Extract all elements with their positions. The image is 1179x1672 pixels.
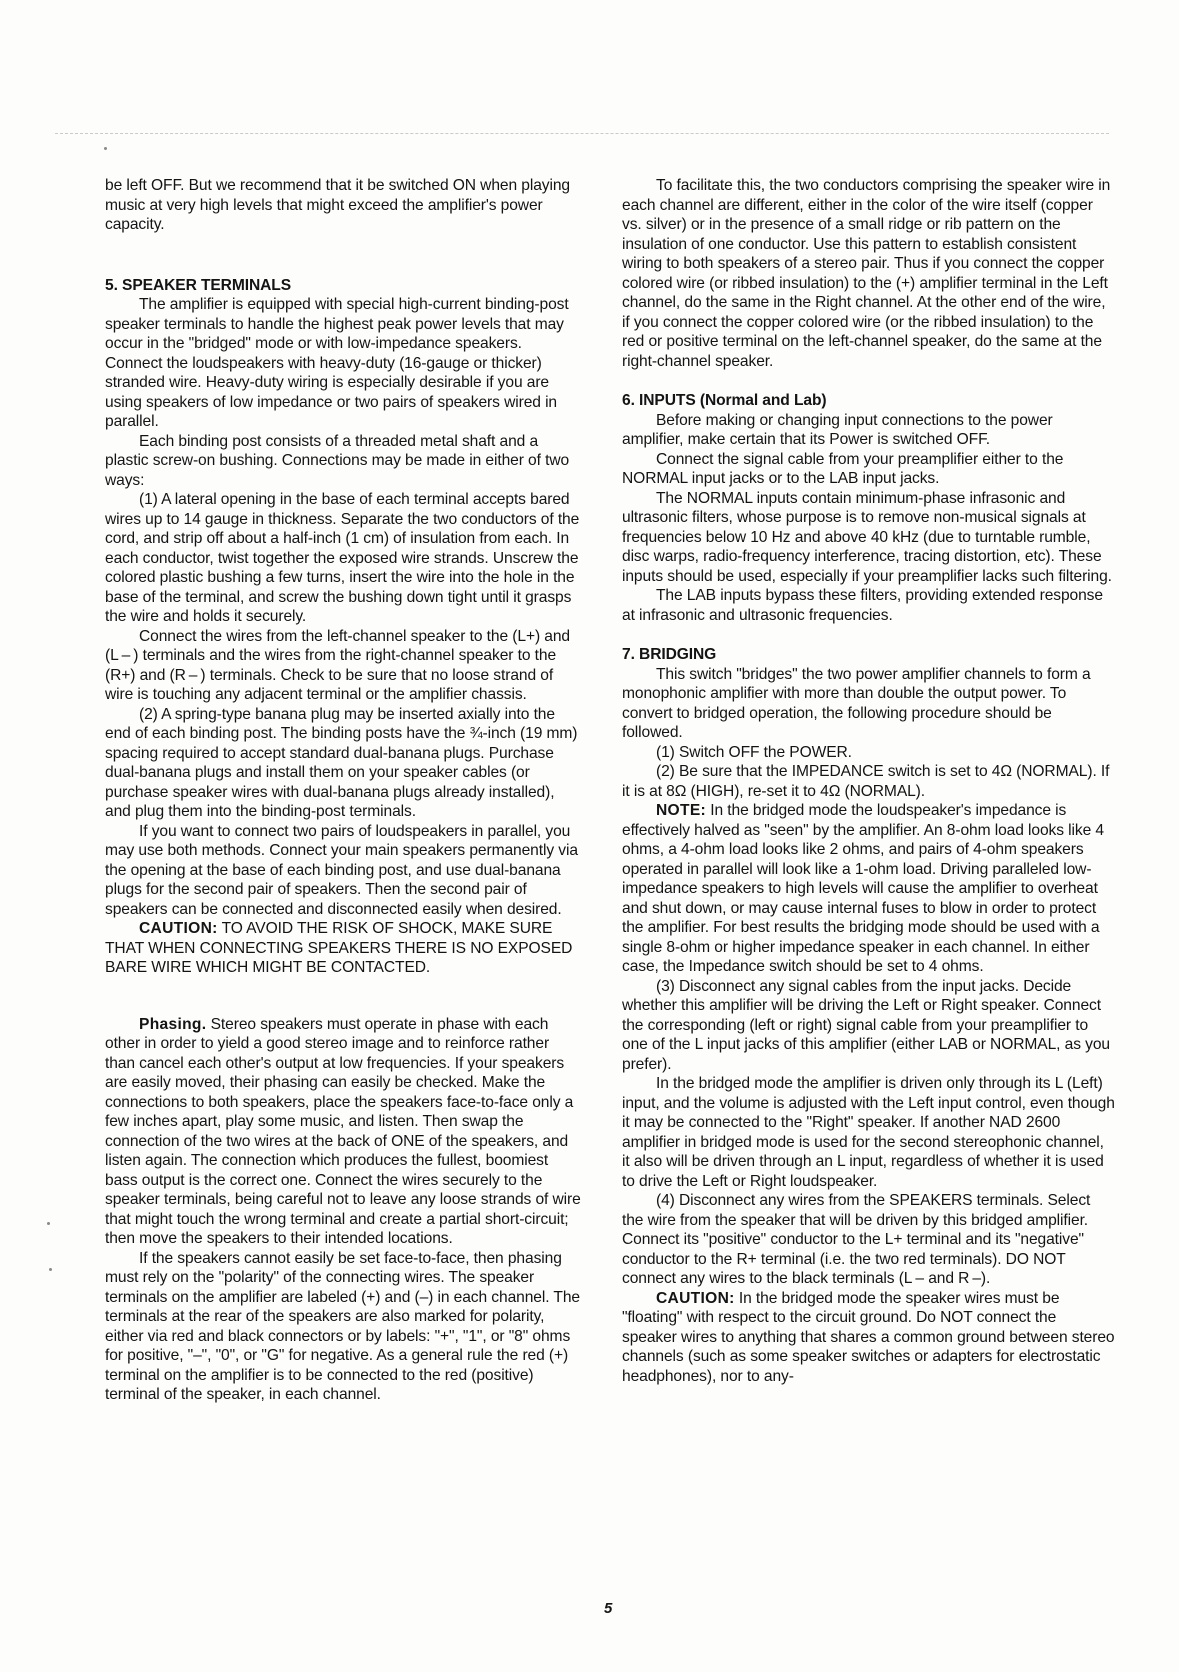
paragraph: (1) A lateral opening in the base of each terminal accepts bared wires up to 14 gauge in thickness. Separate the two conductors of the cord, and strip off about a half-inch (1 cm) of insulation from each. In each conductor, twist together the exposed wire strands. Unscrew the colored plastic bushing a few turns, insert the wire into the hole in the base of the terminal, and screw the bushing down tight until it grasps the wire and holds it securely. <box>105 491 580 625</box>
left-column <box>105 176 583 1405</box>
paragraph: In the bridged mode the amplifier is driven only through its L (Left) input, and the volume is adjusted with the Left input control, even though it may be connected to the "Right" speaker. If another NAD 2600 amplifier in bridged mode is used for the second stereophonic channel, it also will be driven through an L input, regardless of whether it is used to drive the Left or Right loudspeaker. <box>622 1075 1115 1190</box>
scan-artifact-line <box>55 133 1109 134</box>
caution-text: TO AVOID THE RISK OF SHOCK, MAKE SURE THAT WHEN CONNECTING SPEAKERS THERE IS NO EXPOSED BARE WIRE WHICH MIGHT BE CONTACTED. <box>105 920 573 976</box>
paragraph: To facilitate this, the two conductors comprising the speaker wire in each channel are different, either in the color of the wire itself (copper vs. silver) or in the presence of a small ridge or rib pattern on the insulation of one conductor. Use this pattern to establish consistent wiring to both speakers of a stereo pair. Thus if you connect the copper colored wire (or ribbed insulation) to the (+) amplifier terminal in the Left channel, do the same in the Right channel. At the other end of the wire, if you connect the copper colored wire (or the ribbed insulation) to the red or positive terminal on the left-channel speaker, do the same at the right-channel speaker. <box>622 177 1111 370</box>
note-label: NOTE: <box>656 802 707 819</box>
paragraph: The NORMAL inputs contain minimum-phase infrasonic and ultrasonic filters, whose purpose is to remove non-musical signals at frequencies below 10 Hz and above 40 kHz (due to turntable rumble, disc warps, radio-frequency interference, tracing distortion, etc). These inputs should be used, especially if your preamplifier lacks such filtering. <box>622 489 1112 585</box>
paragraph: The amplifier is equipped with special high-current binding-post speaker terminals to handle the highest peak power levels that may occur in the "bridged" mode or with low-impedance speakers. Connect the loudspeakers with heavy-duty (16-gauge or thicker) stranded wire. Heavy-duty wiring is especially desirable if you are using speakers of low impedance or two pairs of speakers wired in parallel. <box>105 296 569 430</box>
paragraph: Connect the signal cable from your preamplifier either to the NORMAL input jacks or to the LAB input jacks. <box>622 450 1064 487</box>
right-column <box>622 176 1115 1386</box>
paragraph: If the speakers cannot easily be set face-to-face, then phasing must rely on the "polarity" of the connecting wires. The speaker terminals on the amplifier are labeled (+) and (–) in each channel. The terminals at the rear of the speakers are also marked for polarity, either via red and black connectors or by labels: "+", "1", or "8" ohms for positive, "–", "0", or "G" for negative. As a general rule the red (+) terminal on the amplifier is to be connected to the red (positive) terminal of the speaker, in each channel. <box>105 1249 580 1403</box>
page-number: 5 <box>604 1600 613 1617</box>
caution-text: In the bridged mode the speaker wires must be "floating" with respect to the circuit ground. Do NOT connect the speaker wires to anything that shares a common ground between stereo channels (such as some speaker switches or adapters for electrostatic headphones), nor to any- <box>622 1289 1115 1385</box>
caution-paragraph <box>105 919 583 978</box>
paragraph: (3) Disconnect any signal cables from the input jacks. Decide whether this amplifier will be driving the Left or Right speaker. Connect the corresponding (left or right) signal cable from your preamplifier to one of the L input jacks of this amplifier (either LAB or NORMAL, as you prefer). <box>622 977 1110 1073</box>
scan-speck <box>47 1222 50 1225</box>
scan-speck <box>49 1268 52 1271</box>
paragraph: This switch "bridges" the two power amplifier channels to form a monophonic amplifier with more than double the output power. To convert to bridged operation, the following procedure should be followed. <box>622 665 1091 741</box>
paragraph: Connect the wires from the left-channel speaker to the (L+) and (L – ) terminals and the wires from the right-channel speaker to the (R+) and (R – ) terminals. Check to be sure that no loose strand of wire is touching any adjacent terminal or the amplifier chassis. <box>105 627 570 703</box>
paragraph: Each binding post consists of a threaded metal shaft and a plastic screw-on bushing. Connections may be made in either of two ways: <box>105 432 570 489</box>
paragraph: (2) A spring-type banana plug may be inserted axially into the end of each binding post. The binding posts have the ¾-inch (19 mm) spacing required to accept standard dual-banana plugs. Purchase dual-banana plugs and install them on your speaker cables (or purchase speaker wires with dual-banana plugs already installed), and plug them into the binding-post terminals. <box>105 705 578 820</box>
left-continuation-paragraph: be left OFF. But we recommend that it be switched ON when playing music at very high levels that might exceed the amplifier's power capacity. <box>105 177 570 233</box>
section-heading-bridging: 7. BRIDGING <box>622 646 717 663</box>
paragraph: If you want to connect two pairs of loudspeakers in parallel, you may use both methods. Connect your main speakers permanently via the opening at the base of each binding post, and use dual-banana plugs for the second pair of speakers. Then the second pair of speakers can be connected and disconnected easily when desired. <box>105 822 578 918</box>
paragraph: Before making or changing input connections to the power amplifier, make certain that its Power is switched OFF. <box>622 411 1053 448</box>
scan-speck <box>104 147 107 150</box>
caution-paragraph <box>622 1289 1115 1387</box>
phasing-text: Stereo speakers must operate in phase with each other in order to yield a good stereo image and to reinforce rather than cancel each other's output at low frequencies. If your speakers are easily moved, their phasing can easily be checked. Make the connections to both speakers, place the speakers face-to-face only a few inches apart, play some music, and listen. Then swap the connection of the two wires at the back of ONE of the speakers, and listen again. The connection which produces the fullest, boomiest bass output is the correct one. Connect the wires securely to the speaker terminals, being careful not to leave any loose strands of wire that might touch the wrong terminal and create a partial short-circuit; then move the speakers to their intended locations. <box>105 1015 581 1247</box>
paragraph: (2) Be sure that the IMPEDANCE switch is set to 4Ω (NORMAL). If it is at 8Ω (HIGH), re-set it to 4Ω (NORMAL). <box>622 763 1110 800</box>
section-heading-speaker-terminals: 5. SPEAKER TERMINALS <box>105 276 292 294</box>
phasing-label: Phasing. <box>139 1015 207 1033</box>
paragraph: (1) Switch OFF the POWER. <box>656 743 852 761</box>
section-heading-inputs: 6. INPUTS (Normal and Lab) <box>622 392 827 409</box>
phasing-paragraph <box>105 1015 583 1249</box>
caution-label: CAUTION: <box>139 920 218 937</box>
note-paragraph <box>622 801 1115 977</box>
caution-label: CAUTION: <box>656 1289 735 1307</box>
paragraph: The LAB inputs bypass these filters, providing extended response at infrasonic and ultrasonic frequencies. <box>622 587 1103 624</box>
paragraph: (4) Disconnect any wires from the SPEAKERS terminals. Select the wire from the speaker that will be driven by this bridged amplifier. Connect its "positive" conductor to the L+ terminal and its "negative" conductor to the R+ terminal (i.e. the two red terminals). DO NOT connect any wires to the black terminals (L – and R –). <box>622 1192 1091 1287</box>
note-text: In the bridged mode the loudspeaker's impedance is effectively halved as "seen" by the amplifier. An 8-ohm load looks like 4 ohms, a 4-ohm load looks like 2 ohms, and pairs of 4-ohm speakers operated in parallel will look like a 1-ohm load. Driving paralleled low-impedance speakers to high levels will cause the amplifier to overheat and shut down, or may cause internal fuses to blow in order to protect the amplifier. For best results the bridging mode should be used with a single 8-ohm or higher impedance speaker in each channel. In either case, the Impedance switch should be set to 4 ohms. <box>622 802 1104 975</box>
